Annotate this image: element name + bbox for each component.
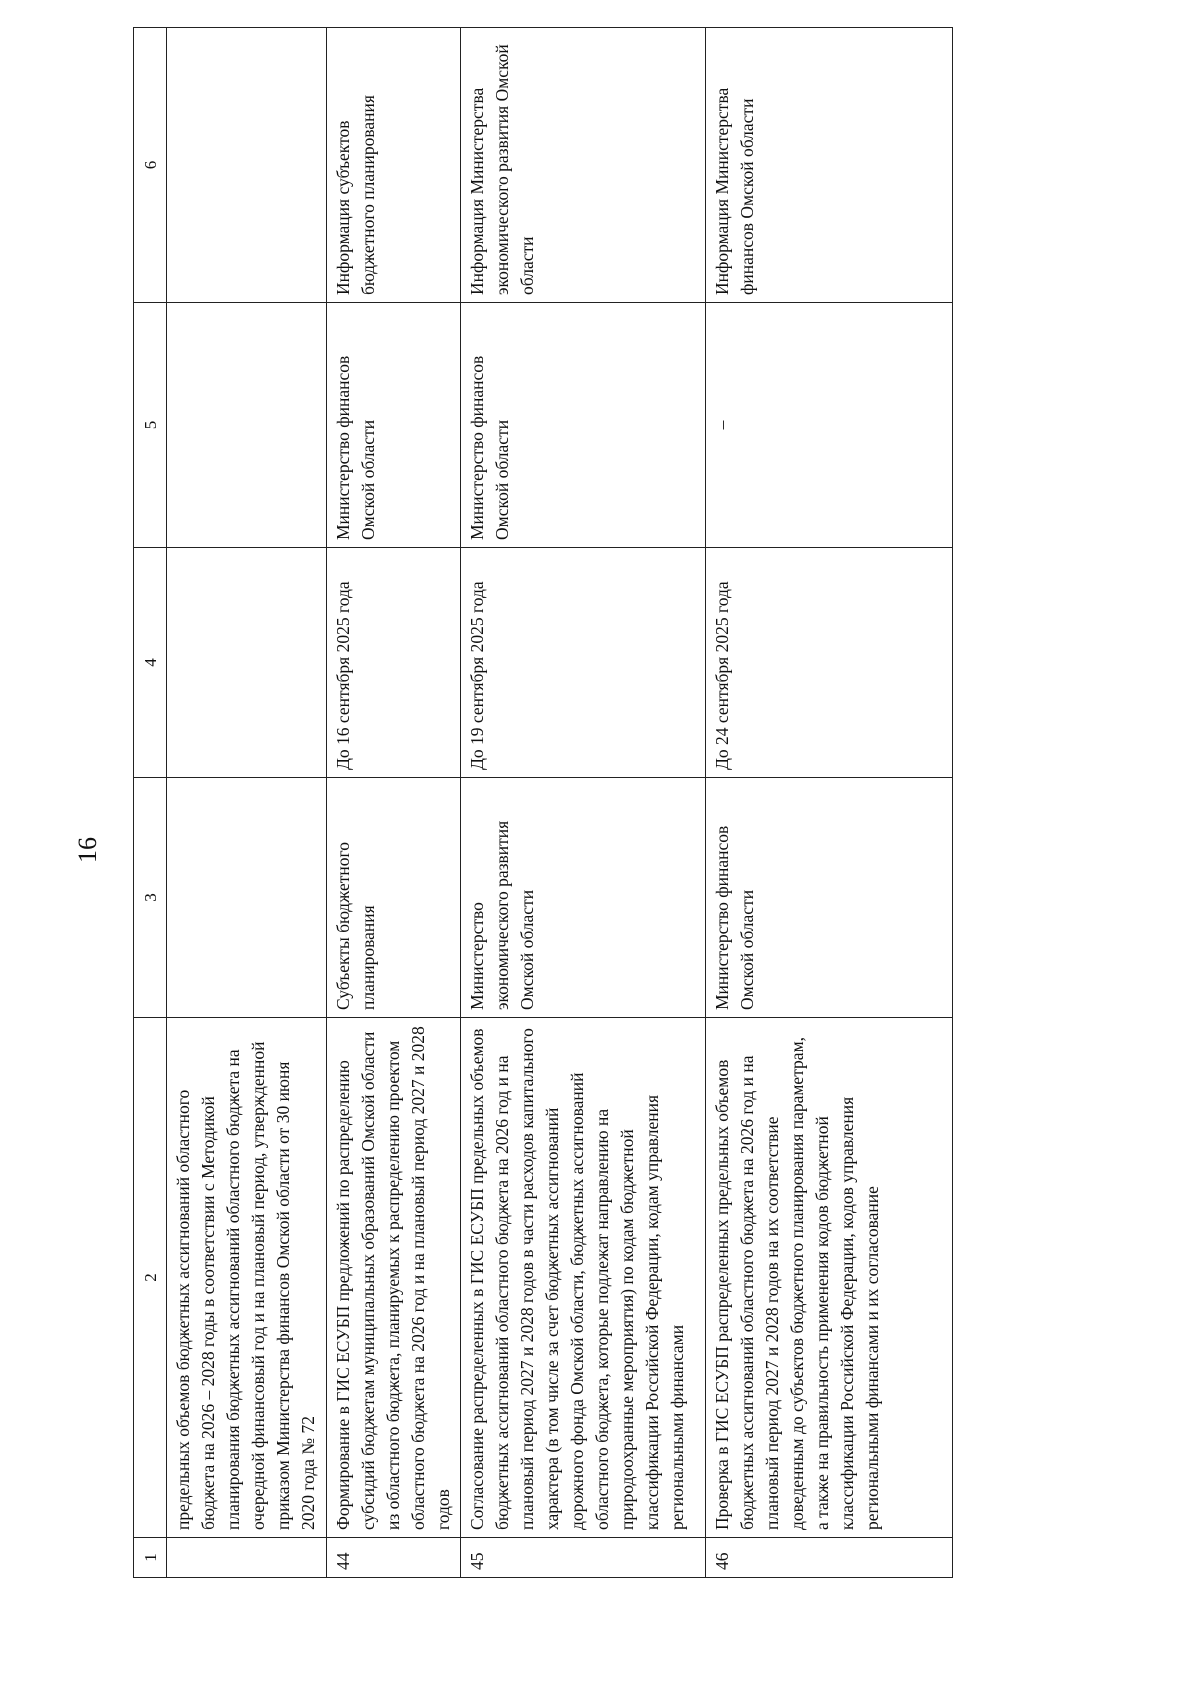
- row-number: 45: [461, 1538, 706, 1578]
- recipient-cell: –: [706, 303, 953, 548]
- executor-cell: Субъекты бюджетного планирования: [327, 778, 461, 1018]
- deadline-cell: До 16 сентября 2025 года: [327, 548, 461, 778]
- row-number: 44: [327, 1538, 461, 1578]
- table-row: [167, 28, 327, 1578]
- action-cell: Формирование в ГИС ЕСУБП предложений по распределению субсидий бюджетам муниципальных образований Омской области из областного бюджета, планируемых к распределению проектом областного бюджета на 2026 год и на плановый период 2027 и 2028 годов: [327, 1018, 461, 1538]
- deadline-cell: До 19 сентября 2025 года: [461, 548, 706, 778]
- table-row: [706, 28, 953, 1578]
- result-cell: Информация Министерства экономического развития Омской области: [461, 28, 706, 303]
- header-cell-4: 4: [134, 548, 167, 778]
- plan-table: [133, 27, 953, 1578]
- recipient-cell: Министерство финансов Омской области: [327, 303, 461, 548]
- recipient-cell: [167, 303, 327, 548]
- recipient-cell: Министерство финансов Омской области: [461, 303, 706, 548]
- action-cell: Согласование распределенных в ГИС ЕСУБП предельных объемов бюджетных ассигнований областного бюджета на 2026 год и на плановый период 2027 и 2028 годов в части расходов капитального характера (в том числе за счет бюджетных ассигнований дорожного фонда Омской области, бюджетных ассигнований областного бюджета, которые подлежат направлению на природоохранные мероприятия) по кодам бюджетной классификации Российской Федерации, кодам управления региональными финансами: [461, 1018, 706, 1538]
- result-cell: Информация субъектов бюджетного планирования: [327, 28, 461, 303]
- header-cell-5: 5: [134, 303, 167, 548]
- deadline-cell: [167, 548, 327, 778]
- result-cell: Информация Министерства финансов Омской области: [706, 28, 953, 303]
- row-number: 46: [706, 1538, 953, 1578]
- executor-cell: Министерство финансов Омской области: [706, 778, 953, 1018]
- header-row: [134, 28, 167, 1578]
- deadline-cell: До 24 сентября 2025 года: [706, 548, 953, 778]
- rotated-table-container: [133, 28, 953, 1578]
- table-row: [461, 28, 706, 1578]
- row-number: [167, 1538, 327, 1578]
- page-number: 16: [73, 837, 102, 863]
- table-row: [327, 28, 461, 1578]
- action-cell: предельных объемов бюджетных ассигнований областного бюджета на 2026 – 2028 годы в соответствии с Методикой планирования бюджетных ассигнований областного бюджета на очередной финансовый год и на плановый период, утвержденной приказом Министерства финансов Омской области от 30 июня 2020 года № 72: [167, 1018, 327, 1538]
- executor-cell: Министерство экономического развития Омской области: [461, 778, 706, 1018]
- header-cell-6: 6: [134, 28, 167, 303]
- header-cell-3: 3: [134, 778, 167, 1018]
- header-cell-1: 1: [134, 1538, 167, 1578]
- executor-cell: [167, 778, 327, 1018]
- action-cell: Проверка в ГИС ЕСУБП распределенных предельных объемов бюджетных ассигнований областного бюджета на 2026 год и на плановый период 2027 и 2028 годов на их соответствие доведенным до субъектов бюджетного планирования параметрам, а также на правильность применения кодов бюджетной классификации Российской Федерации, кодов управления региональными финансами и их согласование: [706, 1018, 953, 1538]
- header-cell-2: 2: [134, 1018, 167, 1538]
- result-cell: [167, 28, 327, 303]
